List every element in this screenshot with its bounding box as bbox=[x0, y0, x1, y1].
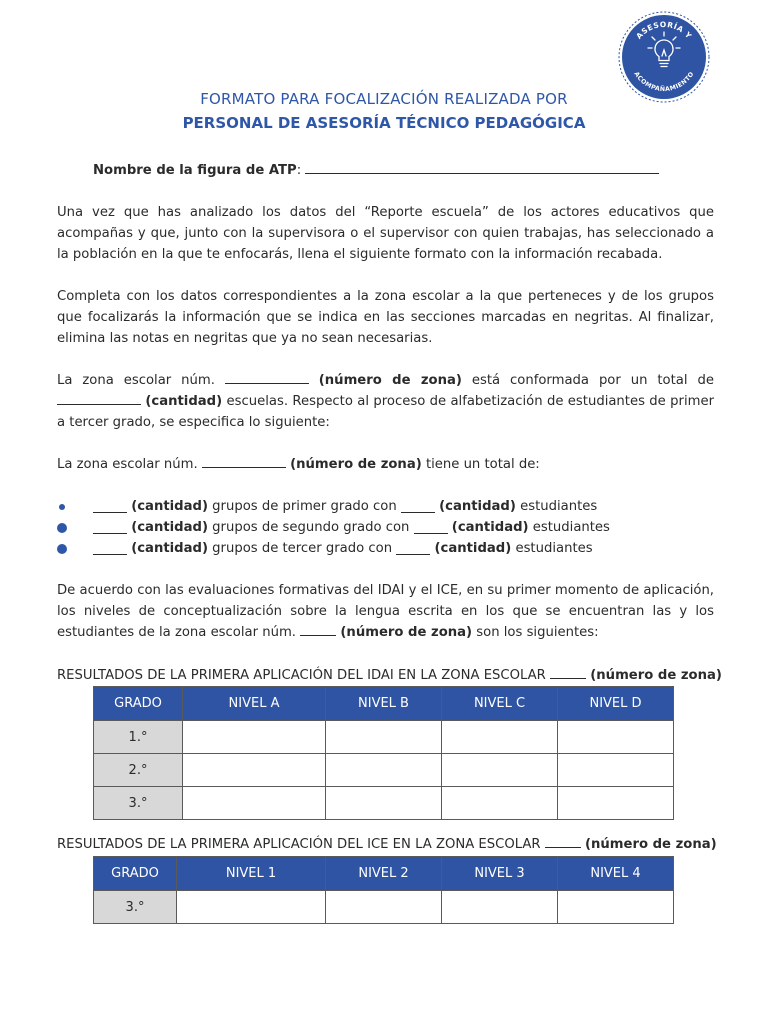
zone-total-paragraph bbox=[57, 370, 714, 433]
p4-bold-zone: (número de zona) bbox=[290, 457, 422, 472]
table-row bbox=[94, 787, 674, 820]
grade-cell: 3.° bbox=[94, 891, 177, 924]
qty-blank[interactable] bbox=[396, 542, 430, 555]
atp-label: Nombre de la figura de ATP bbox=[93, 163, 297, 178]
ice-results-table bbox=[93, 856, 674, 924]
qty-blank[interactable] bbox=[93, 542, 127, 555]
column-header: NIVEL 3 bbox=[442, 857, 558, 891]
table-header-row bbox=[94, 857, 674, 891]
bullet-bold-qty: (cantidad) bbox=[434, 541, 512, 556]
bullet-text: estudiantes bbox=[520, 499, 598, 514]
bullet-bold-qty: (cantidad) bbox=[131, 520, 208, 535]
column-header: NIVEL D bbox=[558, 687, 674, 721]
data-cell[interactable] bbox=[558, 787, 674, 820]
ice-caption-bold: (número de zona) bbox=[584, 837, 717, 852]
ice-table-caption bbox=[57, 835, 717, 852]
bullet-bold-qty: (cantidad) bbox=[451, 520, 529, 535]
page-title-line1: FORMATO PARA FOCALIZACIÓN REALIZADA POR bbox=[200, 90, 568, 108]
table-row bbox=[94, 891, 674, 924]
p4-text-c: tiene un total de: bbox=[425, 457, 540, 472]
data-cell[interactable] bbox=[177, 891, 326, 924]
data-cell[interactable] bbox=[442, 787, 558, 820]
atp-colon: : bbox=[296, 163, 302, 178]
bullet-icon bbox=[57, 523, 67, 533]
data-cell[interactable] bbox=[326, 891, 442, 924]
p3-bold-zone: (número de zona) bbox=[318, 373, 462, 388]
bullet-text: estudiantes bbox=[515, 541, 593, 556]
column-header: NIVEL B bbox=[326, 687, 442, 721]
bullet-text: estudiantes bbox=[532, 520, 610, 535]
atp-name-field bbox=[93, 160, 659, 181]
column-header: NIVEL A bbox=[183, 687, 326, 721]
table-row bbox=[94, 754, 674, 787]
column-header: NIVEL C bbox=[442, 687, 558, 721]
idai-results-table bbox=[93, 686, 674, 820]
p3-text-c: está conformada por un total de bbox=[471, 373, 714, 388]
data-cell[interactable] bbox=[183, 721, 326, 754]
grade-cell: 3.° bbox=[94, 787, 183, 820]
bullet-text: grupos de primer grado con bbox=[212, 499, 397, 514]
idai-caption-text: RESULTADOS DE LA PRIMERA APLICACIÓN DEL IDAI EN LA ZONA ESCOLAR bbox=[57, 668, 546, 683]
qty-blank[interactable] bbox=[93, 500, 127, 513]
column-header: GRADO bbox=[94, 857, 177, 891]
idai-zone-blank[interactable] bbox=[550, 666, 586, 679]
column-header: NIVEL 1 bbox=[177, 857, 326, 891]
zone-number-blank-2[interactable] bbox=[202, 455, 286, 468]
idai-table-caption bbox=[57, 666, 722, 683]
column-header: NIVEL 4 bbox=[558, 857, 674, 891]
data-cell[interactable] bbox=[326, 754, 442, 787]
zone-groups-paragraph bbox=[57, 454, 714, 475]
qty-blank[interactable] bbox=[414, 521, 448, 534]
idai-caption-bold: (número de zona) bbox=[590, 668, 722, 683]
bullet-bold-qty: (cantidad) bbox=[131, 541, 208, 556]
school-count-blank[interactable] bbox=[57, 392, 141, 405]
bullet-bold-qty: (cantidad) bbox=[439, 499, 516, 514]
ice-caption-text: RESULTADOS DE LA PRIMERA APLICACIÓN DEL ICE EN LA ZONA ESCOLAR bbox=[57, 837, 541, 852]
atp-blank[interactable] bbox=[305, 161, 659, 174]
list-item bbox=[57, 538, 610, 559]
data-cell[interactable] bbox=[326, 787, 442, 820]
qty-blank[interactable] bbox=[93, 521, 127, 534]
data-cell[interactable] bbox=[558, 754, 674, 787]
data-cell[interactable] bbox=[442, 891, 558, 924]
p3-text-e: escuelas. Respecto al proceso de alfabetización de estudiantes de primer a tercer grado, se especifica lo siguiente: bbox=[57, 394, 714, 430]
qty-blank[interactable] bbox=[401, 500, 435, 513]
list-item bbox=[57, 517, 610, 538]
bullet-text: grupos de segundo grado con bbox=[212, 520, 410, 535]
page-title-line2: PERSONAL DE ASESORÍA TÉCNICO PEDAGÓGICA bbox=[182, 114, 586, 132]
instructions-paragraph: Completa con los datos correspondientes a la zona escolar a la que perteneces y de los grupos que focalizarás la información que se indica en las secciones marcadas en negritas. Al finalizar, elimina las notas en negritas que ya no sean necesarias. bbox=[57, 289, 714, 346]
column-header: NIVEL 2 bbox=[326, 857, 442, 891]
data-cell[interactable] bbox=[558, 721, 674, 754]
bullet-bold-qty: (cantidad) bbox=[131, 499, 208, 514]
p5-bold-zone: (número de zona) bbox=[340, 625, 473, 640]
ice-zone-blank[interactable] bbox=[545, 835, 581, 848]
data-cell[interactable] bbox=[442, 721, 558, 754]
evaluation-paragraph bbox=[57, 580, 714, 643]
grade-cell: 1.° bbox=[94, 721, 183, 754]
table-row bbox=[94, 721, 674, 754]
column-header: GRADO bbox=[94, 687, 183, 721]
data-cell[interactable] bbox=[442, 754, 558, 787]
intro-paragraph: Una vez que has analizado los datos del “Reporte escuela” de los actores educativos que acompañas y que, junto con la supervisora o el supervisor con quien trabajas, has seleccionado a la población en la que te enfocarás, llena el siguiente formato con la información recabada. bbox=[57, 205, 714, 262]
logo-bottom-text: ACOMPAÑAMIENTO bbox=[632, 70, 696, 94]
table-header-row bbox=[94, 687, 674, 721]
logo-top-text: ASESORÍA Y bbox=[634, 19, 694, 41]
bullet-icon bbox=[57, 544, 67, 554]
list-item bbox=[57, 496, 610, 517]
p3-bold-qty: (cantidad) bbox=[145, 394, 223, 409]
grade-groups-list bbox=[57, 496, 610, 559]
bullet-icon bbox=[59, 504, 65, 510]
data-cell[interactable] bbox=[326, 721, 442, 754]
grade-cell: 2.° bbox=[94, 754, 183, 787]
p5-text-a: De acuerdo con las evaluaciones formativas del IDAI y el ICE, en su primer momento de aplicación, los niveles de conceptualización sobre la lengua escrita en los que se encuentran las y los estudiantes de la zona escolar núm. bbox=[57, 583, 714, 640]
p4-text-a: La zona escolar núm. bbox=[57, 457, 198, 472]
p5-text-c: son los siguientes: bbox=[476, 625, 599, 640]
zone-number-blank[interactable] bbox=[225, 371, 309, 384]
bullet-text: grupos de tercer grado con bbox=[212, 541, 393, 556]
data-cell[interactable] bbox=[558, 891, 674, 924]
zone-number-blank-3[interactable] bbox=[300, 623, 336, 636]
p3-text-a: La zona escolar núm. bbox=[57, 373, 215, 388]
data-cell[interactable] bbox=[183, 754, 326, 787]
data-cell[interactable] bbox=[183, 787, 326, 820]
